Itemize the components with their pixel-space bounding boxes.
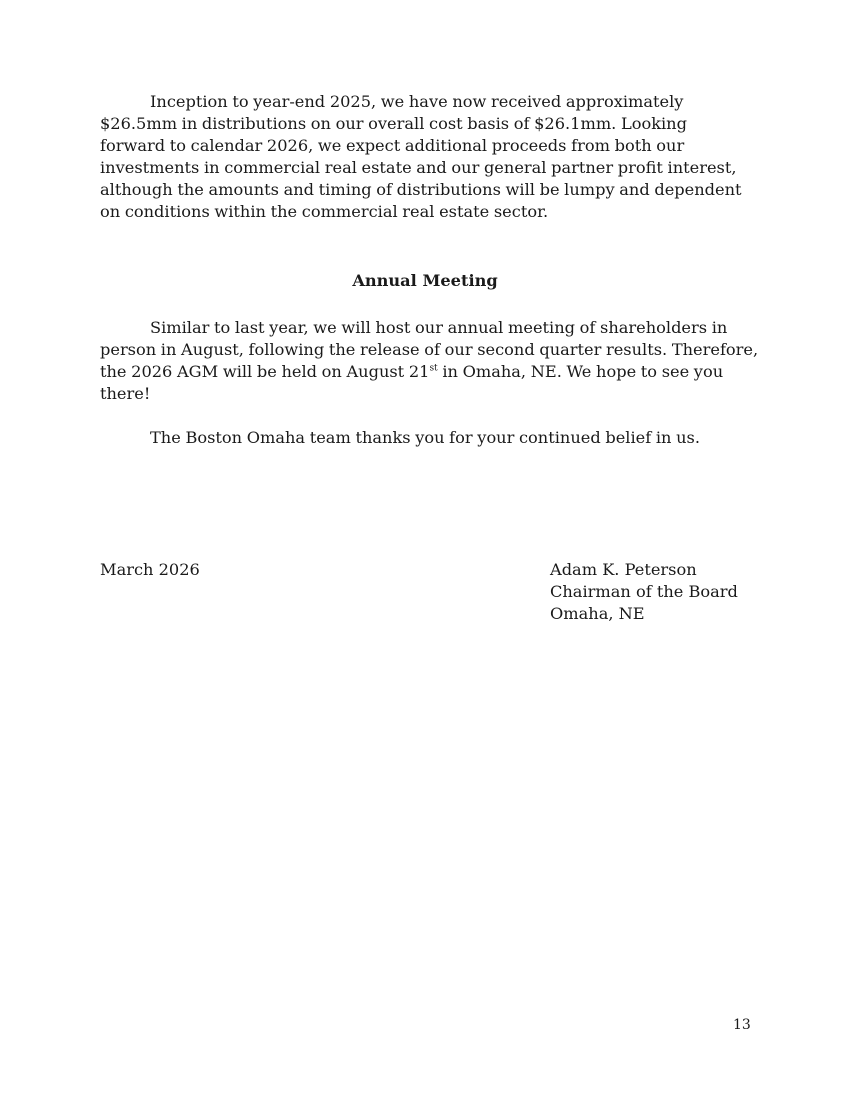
text-line: Inception to year-end 2025, we have now received approximately [150, 92, 684, 111]
paragraph-annual-meeting [100, 317, 760, 405]
signature-block [550, 559, 738, 625]
letter-date: March 2026 [100, 560, 200, 579]
text-line: on conditions within the commercial real estate sector. [100, 202, 549, 221]
text-fragment: the 2026 AGM will be held on August 21 [100, 362, 430, 381]
text-line: Similar to last year, we will host our annual meeting of shareholders in [150, 318, 728, 337]
section-heading: Annual Meeting [352, 271, 498, 290]
signer-title: Chairman of the Board [550, 582, 738, 601]
text-line-with-superscript [100, 361, 760, 383]
text-line: although the amounts and timing of distributions will be lumpy and dependent [100, 180, 742, 199]
text-line: investments in commercial real estate and our general partner profit interest, [100, 158, 737, 177]
ordinal-superscript: st [429, 363, 438, 374]
text-line: $26.5mm in distributions on our overall cost basis of $26.1mm. Looking [100, 114, 687, 133]
text-fragment: in Omaha, NE. We hope to see you [437, 362, 724, 381]
signer-location: Omaha, NE [550, 604, 645, 623]
text-line: The Boston Omaha team thanks you for your continued belief in us. [150, 428, 700, 447]
signer-name: Adam K. Peterson [550, 560, 697, 579]
page-number: 13 [733, 1017, 751, 1033]
text-line: forward to calendar 2026, we expect additional proceeds from both our [100, 136, 685, 155]
text-line: person in August, following the release of our second quarter results. Therefore, [100, 340, 759, 359]
text-line: there! [100, 384, 151, 403]
paragraph-distributions [100, 91, 760, 223]
paragraph-thanks [100, 427, 760, 449]
